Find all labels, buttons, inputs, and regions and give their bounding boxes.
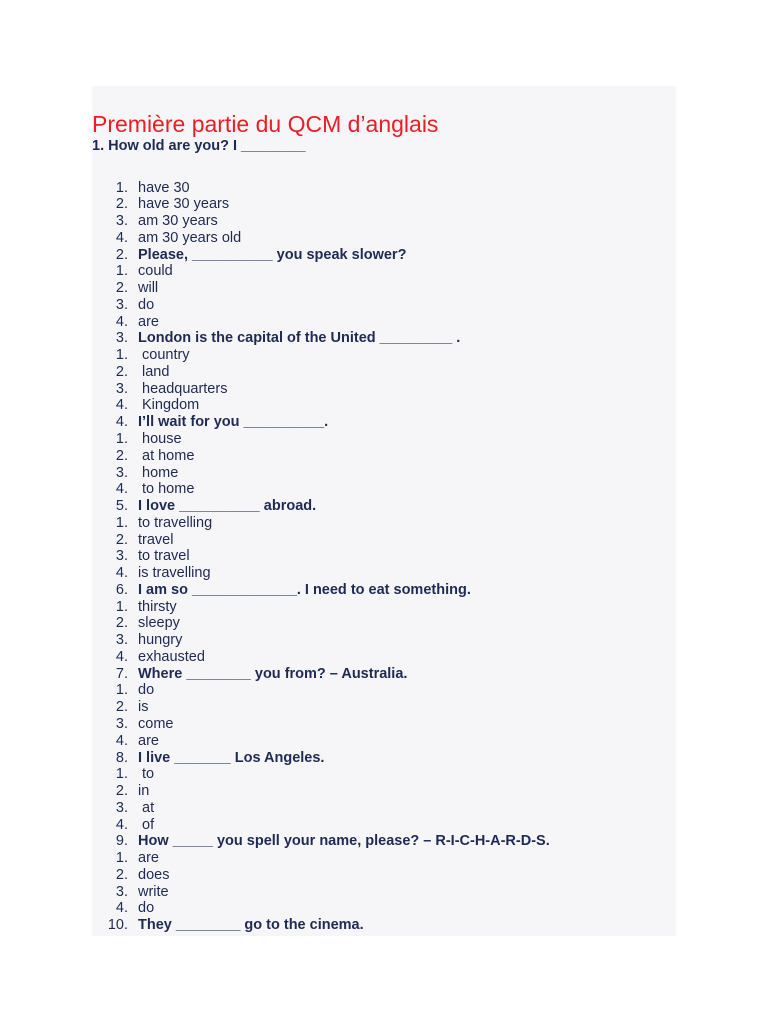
item-number: 4.	[115, 481, 128, 498]
question-text: Please, __________ you speak slower?	[138, 246, 407, 263]
answer-option	[0, 448, 768, 465]
question-item	[0, 666, 768, 683]
item-number: 3.	[115, 464, 128, 481]
item-number: 1.	[115, 682, 128, 699]
item-number: 4.	[115, 414, 128, 431]
answer-option	[0, 900, 768, 917]
option-text: to travel	[138, 548, 190, 565]
item-number: 2.	[115, 363, 128, 380]
question-text: They ________ go to the cinema.	[138, 917, 364, 934]
answer-option	[0, 615, 768, 632]
option-text: Kingdom	[142, 397, 200, 414]
option-text: land	[142, 363, 170, 380]
answer-option	[0, 548, 768, 565]
answer-option	[0, 783, 768, 800]
answer-option	[0, 632, 768, 649]
answer-option	[0, 699, 768, 716]
item-number: 3.	[115, 716, 128, 732]
question-text: I am so _____________. I need to eat something.	[138, 581, 471, 598]
answer-option	[0, 314, 768, 331]
item-number: 4.	[115, 900, 128, 917]
item-number: 3.	[115, 213, 128, 230]
item-number: 2.	[115, 866, 128, 883]
option-text: have 30	[138, 179, 190, 196]
option-text: could	[138, 263, 173, 280]
answer-option	[0, 766, 768, 783]
answer-option	[0, 230, 768, 247]
item-number: 1.	[115, 179, 128, 196]
answer-option	[0, 431, 768, 448]
answer-option	[0, 397, 768, 414]
item-number: 4.	[115, 816, 128, 833]
answer-option	[0, 347, 768, 364]
answer-option	[0, 599, 768, 616]
option-text: do	[138, 682, 155, 699]
answer-option	[0, 280, 768, 297]
item-number: 2.	[115, 280, 128, 297]
item-number: 2.	[115, 699, 128, 716]
option-text: to travelling	[138, 514, 213, 531]
option-text: will	[138, 280, 159, 297]
option-text: are	[138, 850, 159, 867]
answer-option	[0, 180, 768, 197]
question-item	[0, 917, 768, 934]
answer-option	[0, 800, 768, 817]
option-text: are	[138, 313, 159, 330]
question-text: London is the capital of the United _________ .	[138, 330, 461, 347]
item-number: 2.	[115, 615, 128, 632]
item-number: 4.	[115, 565, 128, 582]
question-item	[0, 750, 768, 767]
option-text: write	[138, 883, 169, 900]
option-text: do	[138, 900, 155, 917]
item-number: 3.	[115, 330, 128, 347]
option-text: have 30 years	[138, 196, 230, 213]
question-item	[0, 833, 768, 850]
option-text: in	[138, 783, 150, 800]
question-text: I love __________ abroad.	[138, 498, 317, 515]
answer-option	[0, 465, 768, 482]
answer-option	[0, 682, 768, 699]
answer-option	[0, 817, 768, 834]
option-text: come	[138, 716, 174, 732]
option-text: headquarters	[142, 380, 228, 397]
answer-option	[0, 481, 768, 498]
answer-option	[0, 213, 768, 230]
answer-option	[0, 716, 768, 733]
item-number: 1.	[115, 514, 128, 531]
item-number: 2.	[115, 196, 128, 213]
question-item	[0, 414, 768, 431]
answer-option	[0, 196, 768, 213]
question-text: How _____ you spell your name, please? – R-I-C-H-A-R-D-S.	[138, 833, 550, 850]
item-number: 1.	[115, 430, 128, 447]
item-number: 4.	[115, 313, 128, 330]
item-number: 4.	[115, 229, 128, 246]
answer-option	[0, 263, 768, 280]
option-text: do	[138, 296, 155, 313]
item-number: 3.	[115, 548, 128, 565]
answer-option	[0, 565, 768, 582]
item-number: 10.	[107, 917, 128, 934]
item-number: 6.	[115, 581, 128, 598]
answer-option	[0, 364, 768, 381]
item-number: 4.	[115, 648, 128, 665]
answer-option	[0, 867, 768, 884]
item-number: 1.	[115, 263, 128, 280]
option-text: house	[142, 430, 182, 447]
answer-option	[0, 884, 768, 901]
item-number: 9.	[115, 833, 128, 850]
item-number: 5.	[115, 498, 128, 515]
item-number: 4.	[115, 397, 128, 414]
question-item	[0, 582, 768, 599]
question-item	[0, 330, 768, 347]
answer-option	[0, 532, 768, 549]
item-number: 1.	[115, 850, 128, 867]
option-text: country	[142, 347, 190, 364]
question-text: Where ________ you from? – Australia.	[138, 665, 408, 682]
item-number: 3.	[115, 799, 128, 816]
item-number: 2.	[115, 447, 128, 464]
item-number: 1.	[115, 598, 128, 615]
item-number: 2.	[115, 246, 128, 263]
item-number: 3.	[115, 632, 128, 649]
question-text: I’ll wait for you __________.	[138, 414, 329, 431]
item-number: 1.	[115, 766, 128, 783]
option-text: am 30 years	[138, 213, 218, 230]
answer-option	[0, 850, 768, 867]
option-text: hungry	[138, 632, 183, 649]
option-text: am 30 years old	[138, 229, 242, 246]
option-text: to home	[142, 481, 195, 498]
question-item	[0, 498, 768, 515]
question-1: 1. How old are you? I ________	[92, 138, 306, 154]
option-text: at	[142, 799, 155, 816]
item-number: 1.	[115, 347, 128, 364]
option-text: at home	[142, 447, 195, 464]
option-text: does	[138, 866, 170, 883]
answer-option	[0, 381, 768, 398]
option-text: is travelling	[138, 565, 211, 582]
answer-option	[0, 733, 768, 750]
option-text: home	[142, 464, 179, 481]
item-number: 7.	[115, 665, 128, 682]
quiz-list	[0, 180, 768, 934]
question-text: I live _______ Los Angeles.	[138, 749, 325, 766]
option-text: sleepy	[138, 615, 180, 632]
answer-option	[0, 649, 768, 666]
item-number: 4.	[115, 732, 128, 749]
item-number: 8.	[115, 749, 128, 766]
item-number: 3.	[115, 380, 128, 397]
option-text: to	[142, 766, 155, 783]
option-text: is	[138, 699, 149, 716]
item-number: 3.	[115, 883, 128, 900]
item-number: 2.	[115, 783, 128, 800]
option-text: of	[142, 816, 155, 833]
option-text: are	[138, 732, 159, 749]
document-title: Première partie du QCM d’anglais	[92, 111, 439, 137]
answer-option	[0, 515, 768, 532]
option-text: exhausted	[138, 648, 205, 665]
option-text: thirsty	[138, 598, 177, 615]
option-text: travel	[138, 531, 174, 548]
item-number: 2.	[115, 531, 128, 548]
question-item	[0, 247, 768, 264]
answer-option	[0, 297, 768, 314]
item-number: 3.	[115, 296, 128, 313]
